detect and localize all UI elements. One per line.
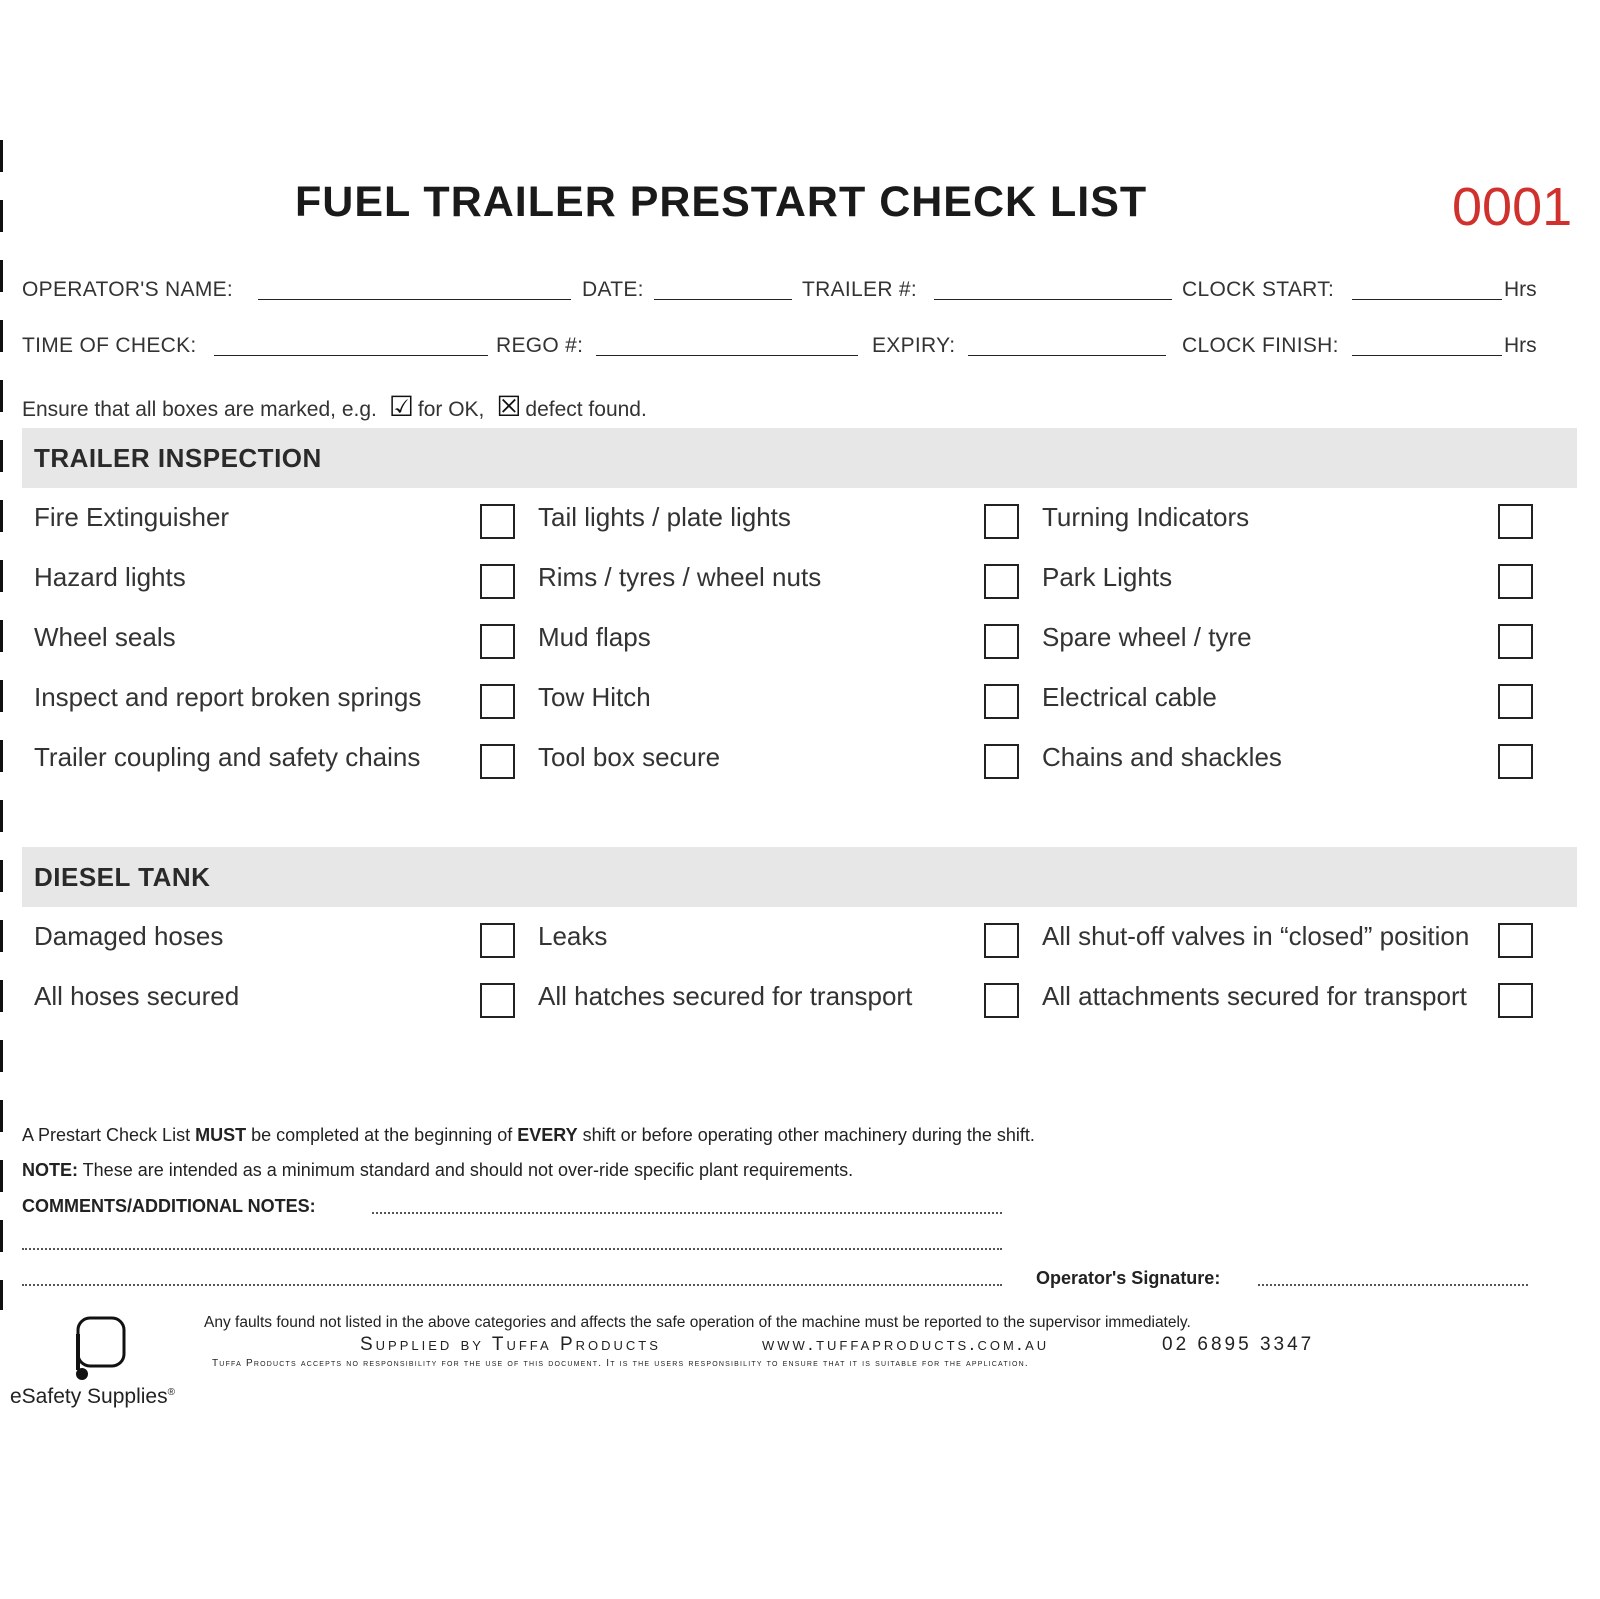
clock-finish-hrs: Hrs bbox=[1504, 334, 1537, 357]
date-line[interactable] bbox=[654, 299, 792, 300]
clock-finish-label: CLOCK FINISH: bbox=[1182, 334, 1339, 357]
must-text-2: be completed at the beginning of bbox=[246, 1125, 518, 1145]
check-item-checkbox[interactable] bbox=[984, 983, 1019, 1018]
check-item-label: Tow Hitch bbox=[538, 682, 651, 712]
check-item-checkbox[interactable] bbox=[1498, 564, 1533, 599]
operator-name-label: OPERATOR'S NAME: bbox=[22, 278, 234, 301]
clock-start-line[interactable] bbox=[1352, 299, 1502, 300]
brand-name bbox=[10, 1385, 175, 1409]
signature-label: Operator's Signature: bbox=[1036, 1268, 1221, 1288]
brand-text: eSafety Supplies bbox=[10, 1385, 168, 1408]
check-item-checkbox[interactable] bbox=[1498, 504, 1533, 539]
phone-number: 02 6895 3347 bbox=[1162, 1334, 1315, 1355]
clock-finish-line[interactable] bbox=[1352, 355, 1502, 356]
phone-logo-icon bbox=[72, 1314, 132, 1384]
defect-text: defect found. bbox=[525, 398, 647, 421]
trailer-inspection-heading: TRAILER INSPECTION bbox=[34, 443, 322, 473]
registered-mark: ® bbox=[167, 1387, 175, 1398]
check-item-checkbox[interactable] bbox=[1498, 983, 1533, 1018]
check-item-label: Tail lights / plate lights bbox=[538, 502, 791, 532]
check-item-label: Turning Indicators bbox=[1042, 502, 1250, 532]
serial-number: 0001 bbox=[1452, 177, 1573, 237]
check-item-label: Mud flaps bbox=[538, 622, 651, 652]
must-text-1: A Prestart Check List bbox=[22, 1125, 196, 1145]
check-item-label: Electrical cable bbox=[1042, 682, 1217, 712]
faults-note: Any faults found not listed in the above categories and affects the safe operation of the machine must be reported to the supervisor immediately. bbox=[204, 1314, 1191, 1331]
check-item-checkbox[interactable] bbox=[480, 983, 515, 1018]
every-emphasis: EVERY bbox=[517, 1125, 578, 1145]
expiry-label: EXPIRY: bbox=[872, 334, 956, 357]
must-text-3: shift or before operating other machinery during the shift. bbox=[577, 1125, 1035, 1145]
instructions-text: Ensure that all boxes are marked, e.g. bbox=[22, 398, 377, 421]
check-item-label: Spare wheel / tyre bbox=[1042, 622, 1252, 652]
diesel-tank-heading: DIESEL TANK bbox=[34, 862, 211, 892]
rego-line[interactable] bbox=[596, 355, 858, 356]
check-item-checkbox[interactable] bbox=[1498, 744, 1533, 779]
note-label: NOTE: bbox=[22, 1160, 78, 1180]
check-item-checkbox[interactable] bbox=[1498, 923, 1533, 958]
check-item-checkbox[interactable] bbox=[480, 684, 515, 719]
check-item-checkbox[interactable] bbox=[1498, 684, 1533, 719]
check-item-checkbox[interactable] bbox=[480, 923, 515, 958]
check-item-label: All hoses secured bbox=[34, 981, 240, 1011]
rego-label: REGO #: bbox=[496, 334, 584, 357]
ok-check-icon: ☑ bbox=[388, 390, 414, 422]
signature-line[interactable] bbox=[1258, 1284, 1528, 1286]
time-of-check-line[interactable] bbox=[214, 355, 488, 356]
clock-start-label: CLOCK START: bbox=[1182, 278, 1335, 301]
check-item-checkbox[interactable] bbox=[984, 564, 1019, 599]
check-item-label: Park Lights bbox=[1042, 562, 1173, 592]
operator-name-line[interactable] bbox=[258, 299, 571, 300]
binding-edge bbox=[0, 140, 3, 1310]
check-item-label: All shut-off valves in “closed” position bbox=[1042, 921, 1470, 951]
ok-text: for OK, bbox=[417, 398, 485, 421]
check-item-checkbox[interactable] bbox=[1498, 624, 1533, 659]
expiry-line[interactable] bbox=[968, 355, 1166, 356]
check-item-label: Inspect and report broken springs bbox=[34, 682, 422, 712]
clock-start-hrs: Hrs bbox=[1504, 278, 1537, 301]
check-item-checkbox[interactable] bbox=[480, 744, 515, 779]
date-label: DATE: bbox=[582, 278, 644, 301]
disclaimer: Tuffa Products accepts no responsibility for the use of this document. It is the users responsibility to ensure that it is suitable for the application. bbox=[212, 1358, 1029, 1369]
website[interactable]: www.tuffaproducts.com.au bbox=[762, 1334, 1050, 1355]
check-item-checkbox[interactable] bbox=[480, 504, 515, 539]
check-item-checkbox[interactable] bbox=[984, 624, 1019, 659]
check-item-label: Hazard lights bbox=[34, 562, 186, 592]
comments-line-2[interactable] bbox=[22, 1248, 1002, 1250]
check-item-label: Rims / tyres / wheel nuts bbox=[538, 562, 822, 592]
check-item-checkbox[interactable] bbox=[984, 684, 1019, 719]
check-item-checkbox[interactable] bbox=[984, 744, 1019, 779]
comments-label: COMMENTS/ADDITIONAL NOTES: bbox=[22, 1196, 316, 1216]
must-emphasis: MUST bbox=[195, 1125, 247, 1145]
check-item-checkbox[interactable] bbox=[984, 923, 1019, 958]
comments-line-3[interactable] bbox=[22, 1284, 1002, 1286]
trailer-line[interactable] bbox=[934, 299, 1172, 300]
form-title: FUEL TRAILER PRESTART CHECK LIST bbox=[295, 178, 1148, 226]
defect-cross-icon: ☒ bbox=[496, 390, 522, 422]
check-item-label: Leaks bbox=[538, 921, 608, 951]
check-item-label: All attachments secured for transport bbox=[1042, 981, 1467, 1011]
time-of-check-label: TIME OF CHECK: bbox=[22, 334, 197, 357]
must-complete-note bbox=[22, 1125, 1035, 1146]
check-item-checkbox[interactable] bbox=[480, 624, 515, 659]
instructions bbox=[22, 390, 647, 422]
check-item-label: Fire Extinguisher bbox=[34, 502, 230, 532]
check-item-label: All hatches secured for transport bbox=[538, 981, 913, 1011]
minimum-standard-note bbox=[22, 1160, 853, 1181]
check-item-label: Tool box secure bbox=[538, 742, 721, 772]
trailer-inspection-header bbox=[22, 428, 1577, 488]
check-item-label: Trailer coupling and safety chains bbox=[34, 742, 421, 772]
diesel-tank-header bbox=[22, 847, 1577, 907]
comments-line-1[interactable] bbox=[372, 1212, 1002, 1214]
trailer-label: TRAILER #: bbox=[802, 278, 918, 301]
note-text: These are intended as a minimum standard and should not over-ride specific plant requirements. bbox=[78, 1160, 854, 1180]
check-item-label: Chains and shackles bbox=[1042, 742, 1282, 772]
supplied-by: Supplied by Tuffa Products bbox=[360, 1334, 661, 1355]
check-item-label: Wheel seals bbox=[34, 622, 176, 652]
check-item-checkbox[interactable] bbox=[480, 564, 515, 599]
check-item-checkbox[interactable] bbox=[984, 504, 1019, 539]
check-item-label: Damaged hoses bbox=[34, 921, 224, 951]
